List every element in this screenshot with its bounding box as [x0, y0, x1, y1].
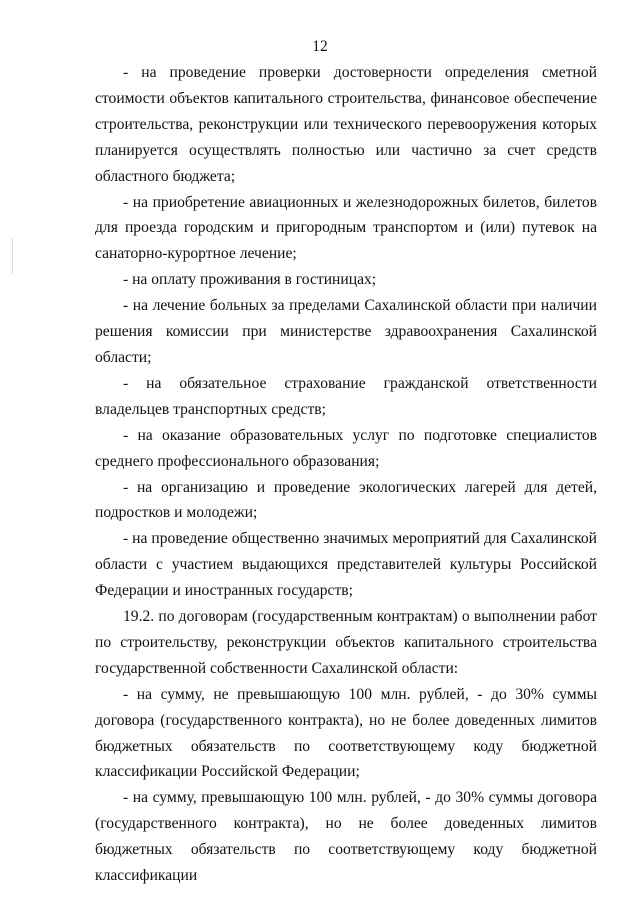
page-number: 12: [312, 38, 328, 55]
paragraph-over-100m: - на сумму, превышающую 100 млн. рублей, - до 30% суммы договора (государственного контракта), но не более доведенных лимитов бюджетных обязательств по соответствующему коду бюджетной классификации: [95, 789, 597, 885]
paragraph-under-100m: - на сумму, не превышающую 100 млн. рублей, - до 30% суммы договора (государственного контракта), но не более доведенных лимитов бюджетных обязательств по соответствующему коду бюджетной классификации Российской Федерации;: [95, 685, 597, 781]
paragraph-smeta-verification: - на проведение проверки достоверности определения сметной стоимости объектов капитального строительства, финансовое обеспечение строительства, реконструкции или технического перевооружения которых планируется осуществлять полностью или частично за счет средств областного бюджета;: [95, 64, 597, 185]
paragraph-public-events: - на проведение общественно значимых мероприятий для Сахалинской области с участием выдающихся представителей культуры Российской Федерации и иностранных государств;: [95, 530, 597, 600]
paragraph-education: - на оказание образовательных услуг по подготовке специалистов среднего профессионального образования;: [95, 426, 597, 470]
scan-mark: [12, 238, 13, 274]
paragraph-insurance: - на обязательное страхование гражданской ответственности владельцев транспортных средств;: [95, 374, 597, 418]
paragraph-19-2-contracts: 19.2. по договорам (государственным контрактам) о выполнении работ по строительству, реконструкции объектов капитального строительства государственной собственности Сахалинской области:: [95, 608, 597, 677]
paragraph-tickets: - на приобретение авиационных и железнодорожных билетов, билетов для проезда городским и пригородным транспортом и (или) путевок на санаторно-курортное лечение;: [95, 193, 597, 263]
paragraph-eco-camps: - на организацию и проведение экологических лагерей для детей, подростков и молодежи;: [95, 478, 597, 522]
paragraph-hotel: - на оплату проживания в гостиницах;: [123, 271, 377, 289]
paragraph-treatment: - на лечение больных за пределами Сахалинской области при наличии решения комиссии при министерстве здравоохранения Сахалинской области;: [95, 297, 597, 366]
document-body: [95, 60, 597, 889]
